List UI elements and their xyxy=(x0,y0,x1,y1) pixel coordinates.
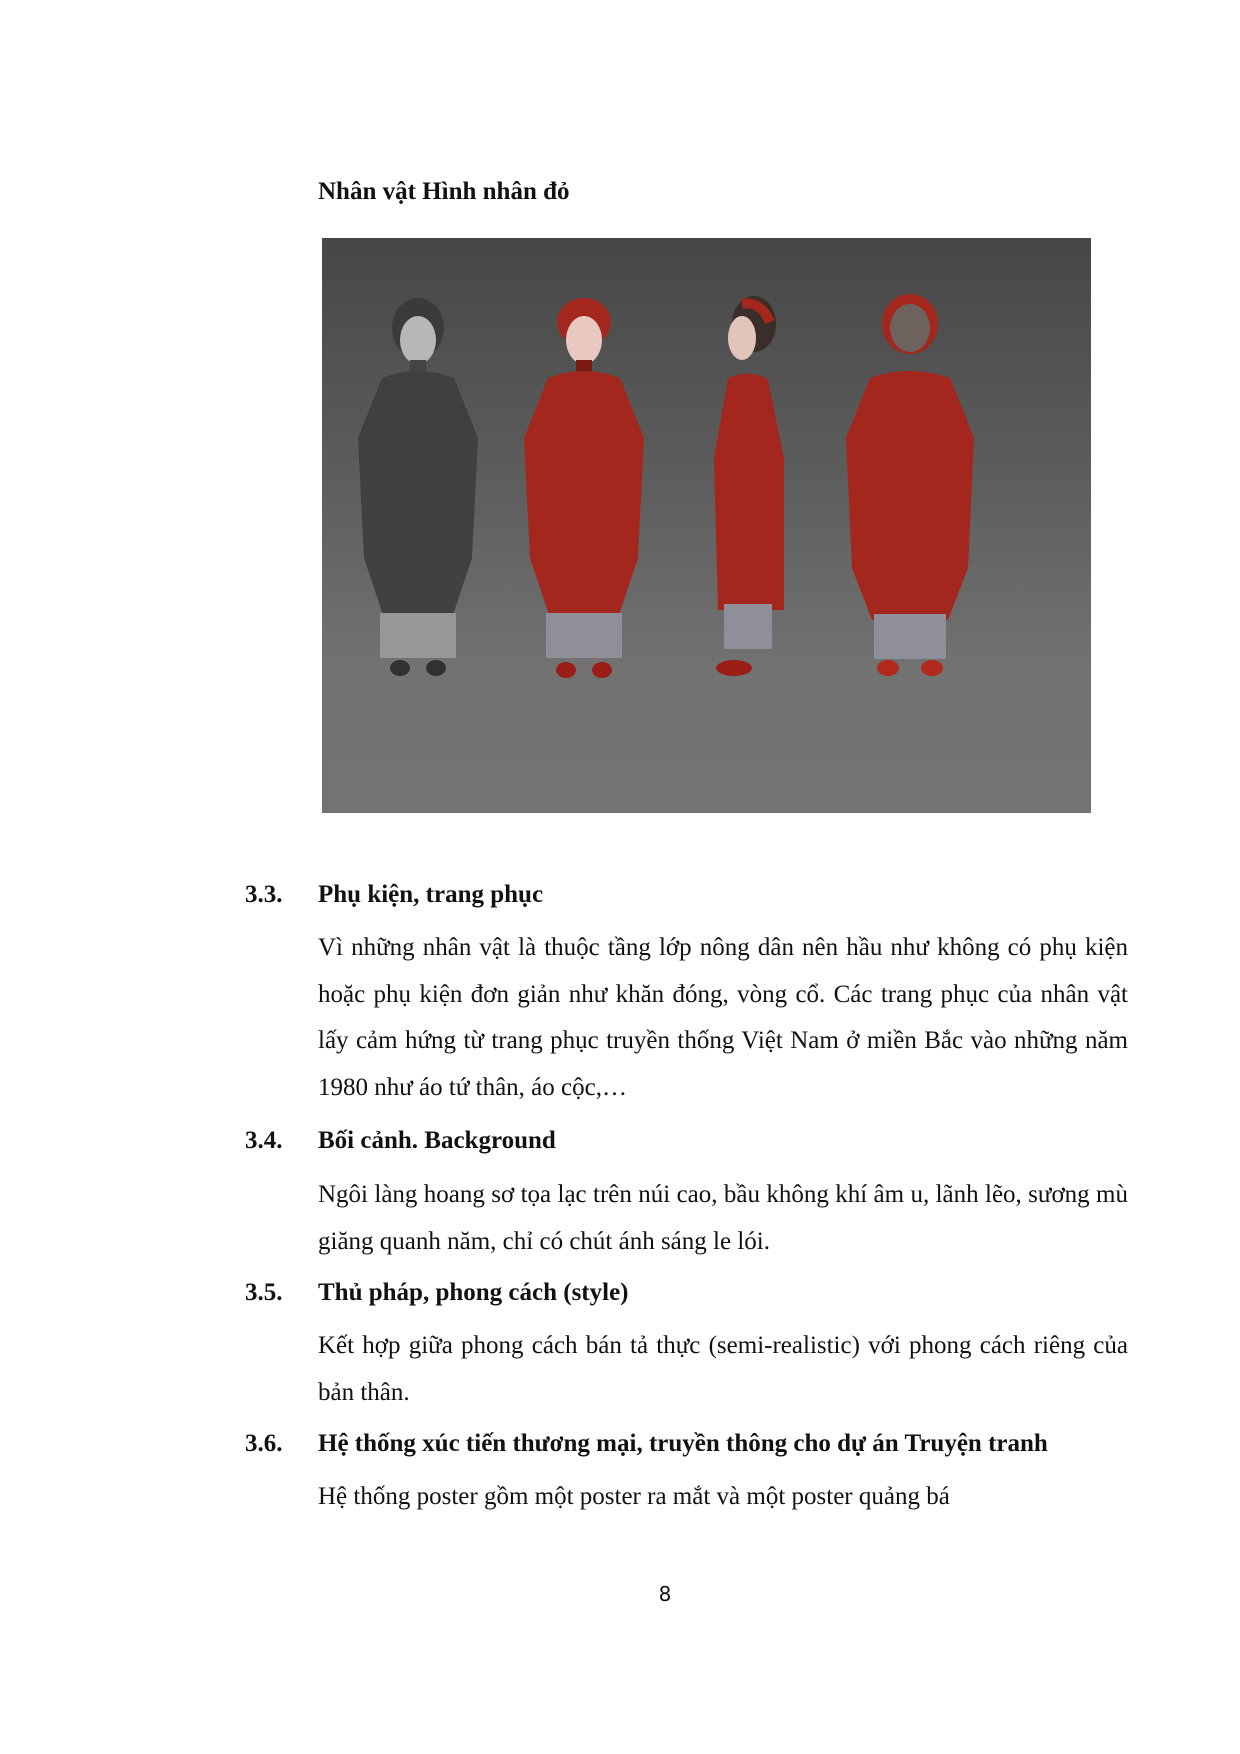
section-heading: Thủ pháp, phong cách (style) xyxy=(318,1279,629,1306)
section-paragraph: Kết hợp giữa phong cách bán tả thực (semi-realistic) với phong cách riêng của bản thân. xyxy=(318,1332,1128,1406)
section-number: 3.4. xyxy=(245,1127,283,1154)
section-heading: Hệ thống xúc tiến thương mại, truyền thông cho dự án Truyện tranh xyxy=(318,1430,1048,1457)
figure-title: Nhân vật Hình nhân đỏ xyxy=(318,178,570,205)
section-paragraph: Hệ thống poster gồm một poster ra mắt và một poster quảng bá xyxy=(318,1483,950,1510)
section-heading: Bối cảnh. Background xyxy=(318,1127,556,1154)
section-paragraph: Vì những nhân vật là thuộc tầng lớp nông dân nên hầu như không có phụ kiện hoặc phụ kiện đơn giản như khăn đóng, vòng cổ. Các trang phục của nhân vật lấy cảm hứng từ trang phục truyền thống Việt Nam ở miền Bắc vào những năm 1980 như áo tứ thân, áo cộc,… xyxy=(318,934,1128,1101)
section-heading: Phụ kiện, trang phục xyxy=(318,881,544,908)
character-side-view xyxy=(714,296,784,676)
section-number: 3.3. xyxy=(245,881,283,908)
character-back-view xyxy=(846,294,974,676)
character-turnaround-image xyxy=(322,238,1091,813)
section-number: 3.6. xyxy=(245,1430,283,1457)
character-front-color xyxy=(524,298,644,678)
page-number: 8 xyxy=(658,1582,672,1606)
character-front-grayscale xyxy=(358,298,478,676)
character-illustration xyxy=(322,238,1091,813)
section-number: 3.5. xyxy=(245,1279,283,1306)
section-paragraph: Ngôi làng hoang sơ tọa lạc trên núi cao, bầu không khí âm u, lãnh lẽo, sương mù giăng quanh năm, chỉ có chút ánh sáng le lói. xyxy=(318,1181,1128,1255)
